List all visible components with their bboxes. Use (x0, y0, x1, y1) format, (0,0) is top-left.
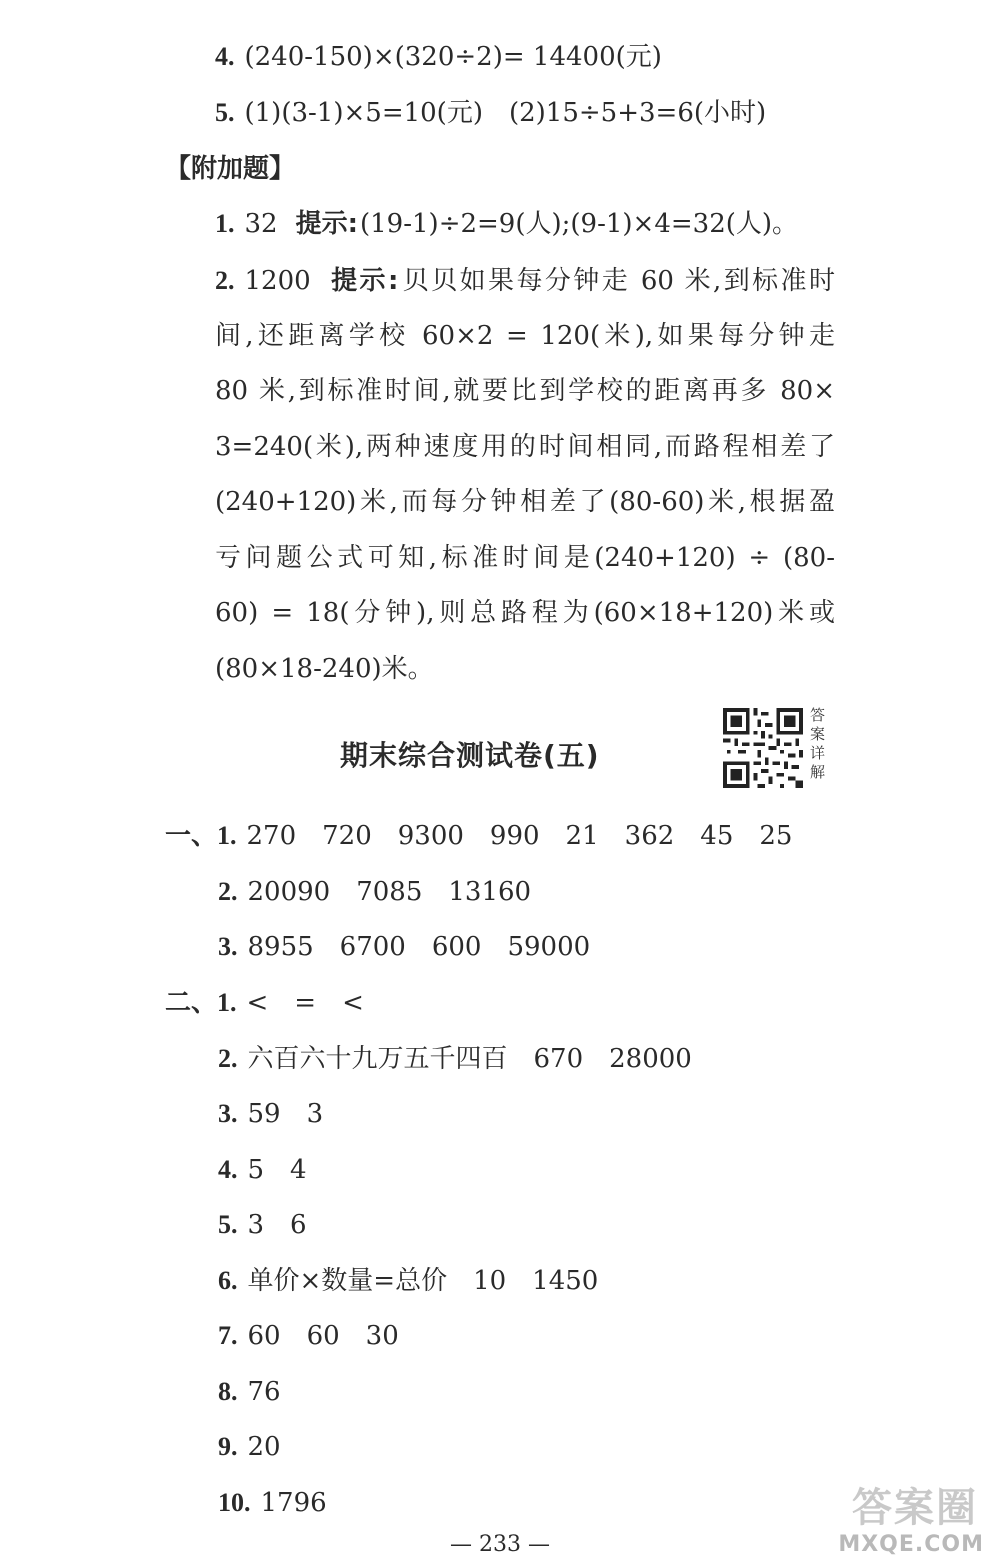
section-one-item-3 (218, 930, 590, 964)
item-number: 4. (218, 1155, 238, 1184)
section-two-item-10 (218, 1486, 327, 1520)
answer-text: 270 720 9300 990 21 362 45 25 (246, 821, 793, 851)
answer-text: 1200 (244, 266, 311, 296)
paragraph-line: (80×18-240)米。 (215, 653, 434, 684)
watermark-logo: 答案圈 (852, 1485, 978, 1531)
section-one-item-2 (218, 875, 531, 909)
answer-text: 76 (247, 1377, 281, 1407)
paragraph-line: 3=240(米),两种速度用的时间相同,而路程相差了 (215, 431, 835, 462)
exam-title: 期末综合测试卷(五) (340, 739, 600, 772)
answer-text: 59 3 (247, 1099, 324, 1129)
item-number: 2. (218, 1044, 238, 1073)
item-number: 8. (218, 1377, 238, 1406)
section-two-item-2 (218, 1042, 692, 1076)
answer-text: 六百六十九万五千四百 670 28000 (247, 1044, 692, 1074)
item-number: 5. (218, 1210, 238, 1239)
answer-text: 5 4 (247, 1155, 307, 1185)
section-label: 二、 (165, 988, 218, 1018)
item-number: 1. (217, 821, 237, 850)
extra-heading: 【附加题】 (165, 154, 296, 184)
paragraph-line (215, 253, 835, 309)
item-number: 4. (215, 42, 235, 71)
section-two-item-9 (218, 1430, 281, 1464)
extra-q1 (215, 207, 798, 241)
hint-text: 贝贝如果每分钟走 60 米,到标准时 (400, 266, 835, 296)
answer-text: 3 6 (247, 1210, 307, 1240)
qr-caption: 答 案 详 解 (810, 706, 826, 781)
answer-text: 20 (247, 1432, 281, 1462)
answer-text: < = < (246, 988, 364, 1018)
section-two-item-6 (218, 1264, 598, 1298)
answer-text: (240-150)×(320÷2)= 14400(元) (244, 42, 662, 72)
section-one-item-1 (165, 819, 792, 853)
watermark-text: MXQE.COM (838, 1532, 984, 1557)
section-two-item-1 (165, 986, 364, 1020)
item-number: 3. (218, 1099, 238, 1128)
item-number: 1. (215, 209, 235, 238)
answer-text: 32 (244, 209, 278, 239)
answer-text: 单价×数量=总价 10 1450 (247, 1266, 599, 1296)
paragraph-line: (240+120)米,而每分钟相差了(80-60)米,根据盈 (215, 487, 835, 517)
section-two-item-7 (218, 1319, 399, 1353)
item-number: 9. (218, 1432, 238, 1461)
page-number: — 233 — (450, 1532, 550, 1557)
paragraph-line: 60) = 18(分钟),则总路程为(60×18+120)米或 (215, 598, 835, 628)
section-two-item-8 (218, 1375, 281, 1409)
section-two-item-5 (218, 1208, 307, 1242)
section-two-item-4 (218, 1153, 307, 1187)
hint-label: 提示: (328, 266, 399, 296)
paragraph-line: 80 米,到标准时间,就要比到学校的距离再多 80× (215, 376, 835, 406)
item-number: 5. (215, 98, 235, 127)
item-number: 1. (217, 988, 237, 1017)
section-two-item-3 (218, 1097, 323, 1131)
item-number: 6. (218, 1266, 238, 1295)
item-number: 2. (215, 266, 235, 295)
answer-text: 60 60 30 (247, 1321, 399, 1351)
answer-text: (1)(3-1)×5=10(元) (2)15÷5+3=6(小时) (244, 98, 767, 128)
answer-text: 1796 (260, 1488, 327, 1518)
section-label: 一、 (165, 821, 218, 851)
item-number: 3. (218, 932, 238, 961)
answer-line-5 (215, 96, 766, 130)
answer-line-4 (215, 40, 662, 74)
item-number: 7. (218, 1321, 238, 1350)
item-number: 10. (218, 1488, 251, 1517)
hint-text: (19-1)÷2=9(人);(9-1)×4=32(人)。 (360, 209, 799, 239)
qr-code-icon[interactable] (722, 708, 804, 788)
extra-q2-paragraph (215, 253, 835, 697)
paragraph-line: 亏问题公式可知,标准时间是(240+120) ÷ (80- (215, 542, 835, 573)
hint-label: 提示: (295, 209, 358, 239)
item-number: 2. (218, 877, 238, 906)
answer-text: 8955 6700 600 59000 (247, 932, 591, 962)
paragraph-line: 间,还距离学校 60×2 = 120(米),如果每分钟走 (215, 320, 835, 351)
answer-text: 20090 7085 13160 (247, 877, 532, 907)
